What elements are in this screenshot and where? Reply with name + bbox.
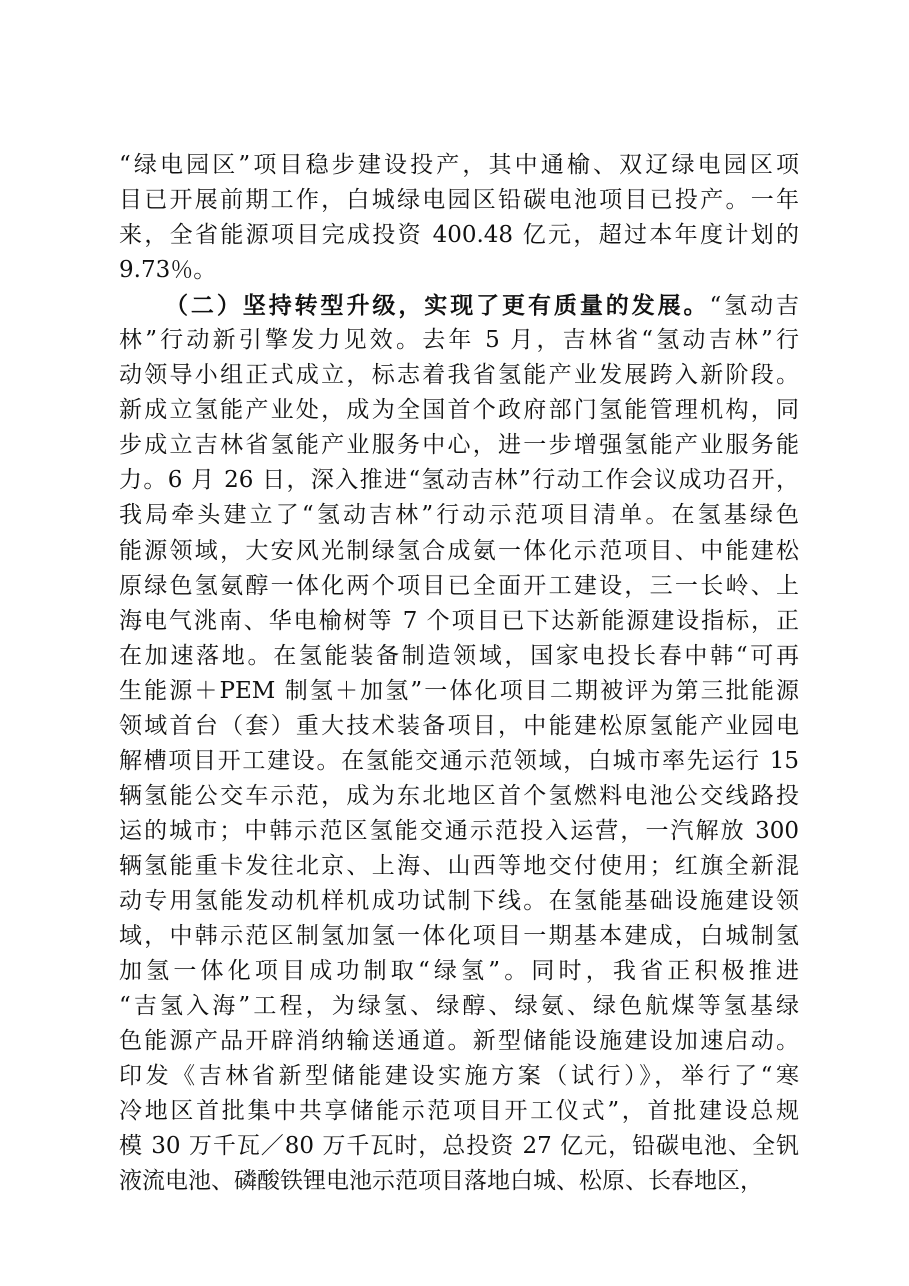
text-line: 动专用氢能发动机样机成功试制下线。在氢能基础设施建设领	[119, 887, 799, 914]
text-line: 来，全省能源项目完成投资 400.48 亿元，超过本年度计划的	[119, 222, 799, 249]
text-line: 加氢一体化项目成功制取“绿氢”。同时，我省正积极推进	[119, 958, 799, 985]
text-line: 在加速落地。在氢能装备制造领域，国家电投长春中韩“可再	[119, 642, 799, 669]
section-heading: （二）坚持转型升级，实现了更有质量的发展。	[165, 292, 710, 320]
text-line: 9.73％。	[119, 257, 217, 284]
text-line: 模 30 万千瓦／80 万千瓦时，总投资 27 亿元，铅碳电池、全钒	[119, 1133, 799, 1160]
heading-line-rest: “氢动吉	[709, 293, 800, 320]
text-line: 力。6 月 26 日，深入推进“氢动吉林”行动工作会议成功召开，	[119, 467, 799, 494]
text-line: 运的城市；中韩示范区氢能交通示范投入运营，一汽解放 300	[119, 817, 799, 844]
text-line: 解槽项目开工建设。在氢能交通示范领域，白城市率先运行 15	[119, 747, 799, 774]
document-body	[119, 148, 799, 1199]
text-line: 冷地区首批集中共享储能示范项目开工仪式”，首批建设总规	[119, 1098, 799, 1125]
text-line: 辆氢能重卡发往北京、上海、山西等地交付使用；红旗全新混	[119, 852, 799, 879]
text-line: 目已开展前期工作，白城绿电园区铅碳电池项目已投产。一年	[119, 187, 799, 214]
text-line: 我局牵头建立了“氢动吉林”行动示范项目清单。在氢基绿色	[119, 502, 799, 529]
text-line: 生能源＋PEM 制氢＋加氢”一体化项目二期被评为第三批能源	[119, 677, 799, 704]
text-line: 动领导小组正式成立，标志着我省氢能产业发展跨入新阶段。	[119, 362, 799, 389]
text-line: 域，中韩示范区制氢加氢一体化项目一期基本建成，白城制氢	[119, 923, 799, 950]
text-line: 步成立吉林省氢能产业服务中心，进一步增强氢能产业服务能	[119, 432, 799, 459]
text-line: 原绿色氢氨醇一体化两个项目已全面开工建设，三一长岭、上	[119, 572, 799, 599]
section-heading-line	[119, 288, 799, 323]
text-line: “吉氢入海”工程，为绿氢、绿醇、绿氨、绿色航煤等氢基绿	[119, 993, 799, 1020]
text-line: 领域首台（套）重大技术装备项目，中能建松原氢能产业园电	[119, 712, 799, 739]
text-line: 色能源产品开辟消纳输送通道。新型储能设施建设加速启动。	[119, 1028, 799, 1055]
text-line: 辆氢能公交车示范，成为东北地区首个氢燃料电池公交线路投	[119, 782, 799, 809]
text-line: 液流电池、磷酸铁锂电池示范项目落地白城、松原、长春地区，	[119, 1168, 763, 1195]
text-line: 印发《吉林省新型储能建设实施方案（试行）》，举行了“寒	[119, 1063, 799, 1090]
text-line: “绿电园区”项目稳步建设投产，其中通榆、双辽绿电园区项	[119, 152, 799, 178]
text-line: 新成立氢能产业处，成为全国首个政府部门氢能管理机构，同	[119, 397, 799, 424]
text-line: 林”行动新引擎发力见效。去年 5 月，吉林省“氢动吉林”行	[119, 327, 799, 354]
text-line: 海电气洮南、华电榆树等 7 个项目已下达新能源建设指标，正	[119, 607, 799, 634]
text-line: 能源领域，大安风光制绿氢合成氨一体化示范项目、中能建松	[119, 537, 799, 564]
